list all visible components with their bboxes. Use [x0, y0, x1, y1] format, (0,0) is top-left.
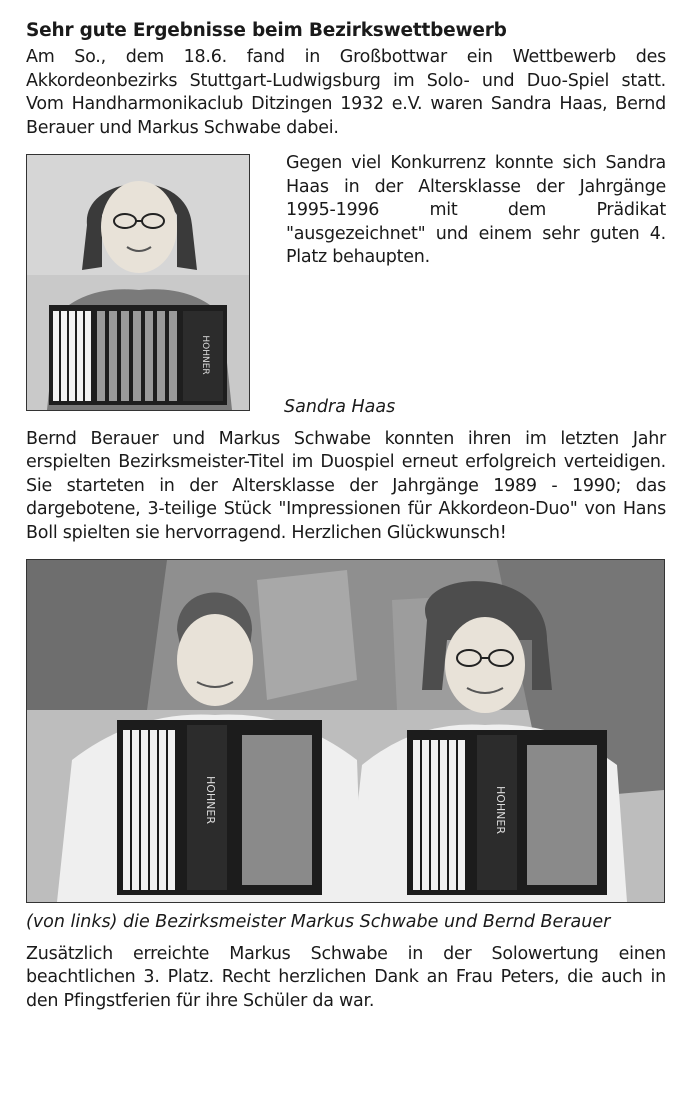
svg-text:HOHNER: HOHNER: [494, 785, 507, 835]
svg-text:HOHNER: HOHNER: [204, 775, 217, 825]
photo-sandra-illustration: [27, 155, 249, 410]
closing-paragraph: Zusätzlich erreichte Markus Schwabe in der Solowertung einen beachtlichen 3. Platz. Recht herzlichen Dank an Frau Peters, die auch in den Pfingstferien für ihre Schüler da war.: [26, 943, 666, 1011]
sandra-caption: Sandra Haas: [284, 397, 396, 417]
article-headline: Sehr gute Ergebnisse beim Bezirkswettbewerb: [26, 20, 507, 41]
article: [26, 20, 666, 1013]
sandra-section: [26, 154, 666, 411]
duo-paragraph: Bernd Berauer und Markus Schwabe konnten ihren im letzten Jahr erspielten Bezirksmeister-Titel im Duospiel erneut erfolgreich verteidigen. Sie starteten in der Altersklasse der Jahrgänge 1989 - 1990; das dargebotene, 3-teilige Stück "Impressionen für Akkordeon-Duo" von Hans Boll spielten sie hervorragend. Herzlichen Glückwunsch!: [26, 428, 666, 543]
photo-duo-illustration: [27, 560, 664, 902]
sandra-text-column: [286, 152, 666, 411]
svg-text:HOHNER: HOHNER: [200, 335, 210, 375]
duo-caption: (von links) die Bezirksmeister Markus Schwabe und Bernd Berauer: [26, 912, 611, 932]
photo-duo: [26, 559, 665, 903]
intro-paragraph: Am So., dem 18.6. fand in Großbottwar ein Wettbewerb des Akkordeonbezirks Stuttgart-Ludwigsburg im Solo- und Duo-Spiel statt. Vom Handharmonikaclub Ditzingen 1932 e.V. waren Sandra Haas, Bernd Berauer und Markus Schwabe dabei.: [26, 47, 666, 138]
sandra-paragraph: Gegen viel Konkurrenz konnte sich Sandra Haas in der Altersklasse der Jahrgänge 1995-1996 mit dem Prädikat "ausgezeichnet" und einem sehr guten 4. Platz behaupten.: [286, 153, 666, 267]
photo-sandra-haas: [26, 154, 250, 411]
